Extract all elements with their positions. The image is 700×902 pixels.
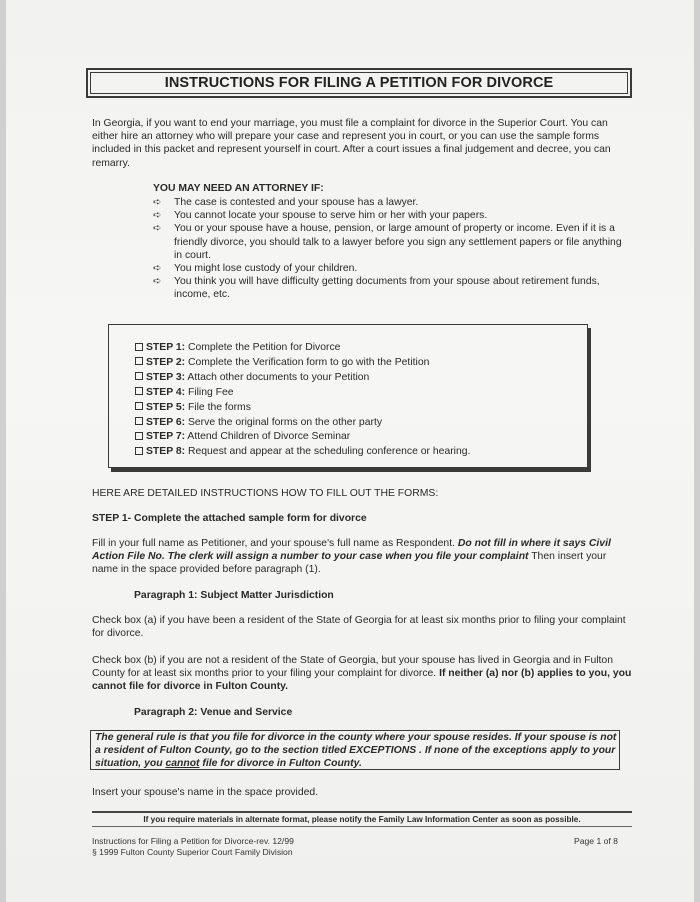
- check-b-paragraph: [92, 654, 632, 694]
- step-text: File the forms: [185, 401, 251, 413]
- step-item: [135, 416, 470, 431]
- page-number: Page 1 of 8: [574, 836, 618, 846]
- step-text: Serve the original forms on the other party: [185, 416, 383, 428]
- insert-spouse-name-note: Insert your spouse's name in the space provided.: [92, 787, 319, 798]
- step1-heading: STEP 1- Complete the attached sample form for divorce: [92, 513, 367, 524]
- step-label: STEP 5:: [146, 401, 186, 413]
- fill-text-emphasis: Do not fill in where it says Civil Action File No. The clerk will assign a number to your case when you file your complaint: [92, 538, 611, 563]
- step-item: [135, 371, 470, 386]
- fill-in-paragraph: [92, 537, 632, 577]
- fill-text-part2: Then insert your name in the space provided before paragraph (1).: [92, 551, 607, 576]
- alternate-format-notice: If you require materials in alternate format, please notify the Family Law Information Center as soon as possible.: [92, 811, 632, 827]
- list-item: [153, 196, 623, 209]
- steps-checklist: [135, 341, 470, 460]
- checkbox-icon: [135, 447, 143, 455]
- footer-left: [92, 836, 294, 858]
- list-item-text: You cannot locate your spouse to serve him or her with your papers.: [174, 210, 488, 222]
- checkbox-icon: [135, 372, 143, 380]
- checkbox-icon: [135, 357, 143, 365]
- arrow-bullet-icon: ➪: [153, 197, 162, 208]
- general-rule-text: [95, 732, 617, 771]
- general-rule-box: [90, 730, 620, 770]
- steps-checklist-box: [108, 324, 588, 468]
- arrow-bullet-icon: ➪: [153, 263, 162, 275]
- step-label: STEP 8:: [146, 446, 186, 458]
- attorney-list: [153, 196, 623, 302]
- check-b-text: Check box (b) if you are not a resident of the State of Georgia, but your spouse has lived in Georgia and in Fulton County for at least six months prior to your filing your complaint for divorce.: [92, 655, 613, 680]
- check-b-warning: If neither (a) nor (b) applies to you, you cannot file for divorce in Fulton County.: [92, 668, 632, 693]
- step-label: STEP 7:: [146, 431, 186, 443]
- attorney-heading: YOU MAY NEED AN ATTORNEY IF:: [153, 183, 324, 194]
- step-text: Attend Children of Divorce Seminar: [185, 431, 351, 443]
- rule-text-underlined: cannot: [165, 757, 200, 769]
- step-item: [135, 341, 470, 356]
- step-label: STEP 6:: [146, 416, 186, 428]
- step-text: Filing Fee: [185, 386, 234, 398]
- intro-paragraph: In Georgia, if you want to end your marriage, you must file a complaint for divorce in the Superior Court. You can either hire an attorney who will prepare your case and represent you in court, or you can use the sample forms included in this packet and represent yourself in court. After a court issues a final judgement and decree, you can remarry.: [92, 118, 611, 169]
- list-item: [153, 275, 623, 301]
- title-box: [86, 68, 632, 98]
- checkbox-icon: [135, 432, 143, 440]
- list-item-text: The case is contested and your spouse has a lawyer.: [174, 197, 419, 208]
- checkbox-icon: [135, 417, 143, 425]
- step-item: [135, 356, 470, 371]
- step-label: STEP 4:: [146, 386, 186, 398]
- detailed-instructions-heading: HERE ARE DETAILED INSTRUCTIONS HOW TO FILL OUT THE FORMS:: [92, 488, 439, 499]
- rule-text-part1: The general rule is that you file for divorce in the county where your spouse resides. If your spouse is not a resident of Fulton County, go to the section titled EXCEPTIONS . If none of the exceptions apply to your situation, you: [95, 732, 617, 769]
- footer-copyright: § 1999 Fulton County Superior Court Family Division: [92, 847, 293, 857]
- step-item: [135, 401, 470, 416]
- arrow-bullet-icon: ➪: [153, 276, 162, 288]
- footer-revision: Instructions for Filing a Petition for Divorce-rev. 12/99: [92, 836, 294, 846]
- step-text: Complete the Verification form to go with the Petition: [185, 356, 430, 368]
- list-item: [153, 222, 623, 262]
- list-item-text: You think you will have difficulty getting documents from your spouse about retirement funds, income, etc.: [174, 276, 600, 301]
- step-label: STEP 3:: [146, 371, 186, 383]
- list-item: [153, 262, 623, 275]
- step-text: Complete the Petition for Divorce: [185, 342, 341, 353]
- document-title: INSTRUCTIONS FOR FILING A PETITION FOR DIVORCE: [164, 75, 554, 91]
- checkbox-icon: [135, 343, 143, 351]
- paragraph2-heading: Paragraph 2: Venue and Service: [134, 707, 293, 718]
- step-item: [135, 386, 470, 401]
- list-item: [153, 209, 623, 222]
- arrow-bullet-icon: ➪: [153, 223, 162, 235]
- step-text: Attach other documents to your Petition: [185, 371, 370, 383]
- step-item: [135, 445, 470, 460]
- fill-text-part1: Fill in your full name as Petitioner, and your spouse's full name as Respondent.: [92, 538, 458, 549]
- list-item-text: You might lose custody of your children.: [174, 263, 358, 275]
- step-label: STEP 1:: [146, 342, 186, 353]
- list-item-text: You or your spouse have a house, pension, or large amount of property or income. Even if it is a friendly divorce, you should talk to a lawyer before you sign any settlement papers or file anything in court.: [174, 223, 622, 261]
- check-a-paragraph: Check box (a) if you have been a resident of the State of Georgia for at least six months prior to filing your complaint for divorce.: [92, 615, 626, 640]
- rule-text-part2: file for divorce in Fulton County.: [199, 757, 362, 769]
- step-item: [135, 430, 470, 445]
- checkbox-icon: [135, 387, 143, 395]
- step-label: STEP 2:: [146, 356, 186, 368]
- step-text: Request and appear at the scheduling conference or hearing.: [185, 446, 471, 458]
- paragraph1-heading: Paragraph 1: Subject Matter Jurisdiction: [134, 590, 334, 601]
- arrow-bullet-icon: ➪: [153, 210, 162, 222]
- checkbox-icon: [135, 402, 143, 410]
